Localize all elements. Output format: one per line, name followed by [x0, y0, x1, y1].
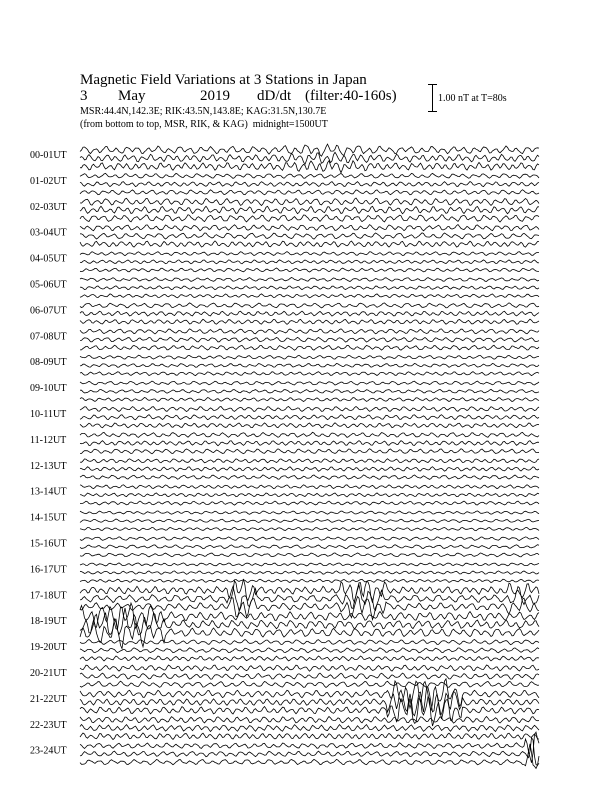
trace-rik	[80, 648, 539, 653]
scale-label: 1.00 nT at T=80s	[438, 93, 507, 104]
trace-msr	[80, 319, 539, 324]
hour-label: 19-20UT	[30, 642, 67, 654]
trace-msr	[80, 190, 539, 195]
hour-label: 11-12UT	[30, 434, 67, 446]
trace-kag	[80, 144, 539, 156]
trace-kag	[80, 665, 539, 671]
hour-label: 17-18UT	[30, 590, 67, 602]
date-day: 3	[80, 88, 88, 104]
trace-rik	[80, 233, 539, 239]
trace-msr	[80, 619, 539, 649]
trace-kag	[80, 225, 539, 231]
trace-kag	[80, 381, 539, 385]
trace-rik	[80, 585, 539, 611]
trace-rik	[80, 389, 539, 393]
hour-label: 12-13UT	[30, 460, 67, 472]
trace-rik	[80, 571, 539, 574]
trace-msr	[80, 345, 539, 350]
hour-label: 13-14UT	[30, 486, 67, 498]
hour-label: 00-01UT	[30, 150, 67, 161]
hour-label: 22-23UT	[30, 719, 67, 731]
hour-label: 02-03UT	[30, 201, 67, 213]
trace-rik	[80, 519, 539, 523]
trace-rik	[80, 545, 539, 549]
trace-rik	[80, 152, 539, 164]
trace-rik	[80, 337, 539, 342]
trace-msr	[80, 268, 539, 272]
hour-label: 08-09UT	[30, 357, 67, 369]
hour-label: 01-02UT	[30, 175, 67, 187]
trace-msr	[80, 398, 539, 402]
trace-kag	[80, 407, 539, 412]
trace-msr	[80, 449, 539, 454]
hour-label: 14-15UT	[30, 512, 67, 524]
trace-msr	[80, 697, 539, 726]
order-note-text: (from bottom to top, MSR, RIK, & KAG)	[80, 119, 248, 130]
trace-msr	[80, 656, 539, 661]
trace-msr	[80, 294, 539, 298]
hour-label: 20-21UT	[30, 668, 67, 679]
trace-kag	[80, 198, 539, 205]
trace-msr	[80, 597, 539, 620]
trace-kag	[80, 640, 539, 645]
trace-msr	[80, 423, 539, 428]
trace-kag	[80, 303, 539, 308]
hour-label: 16-17UT	[30, 564, 67, 576]
trace-kag	[80, 278, 539, 282]
stations-line: MSR:44.4N,142.3E; RIK:43.5N,143.8E; KAG:31.5N,130.7E	[80, 106, 327, 117]
trace-msr	[80, 744, 539, 769]
trace-kag	[80, 679, 539, 711]
trace-msr	[80, 372, 539, 376]
chart-title: Magnetic Field Variations at 3 Stations in Japan	[80, 72, 367, 88]
midnight-note: midnight=1500UT	[252, 119, 328, 130]
trace-msr	[80, 553, 539, 557]
hour-label-group	[30, 150, 67, 757]
trace-rik	[80, 493, 539, 497]
trace-msr	[80, 579, 539, 582]
trace-rik	[80, 467, 539, 472]
hour-label: 07-08UT	[30, 331, 67, 343]
hour-label: 10-11UT	[30, 409, 67, 420]
trace-msr	[80, 161, 539, 173]
hour-label: 23-24UT	[30, 745, 67, 757]
hour-label: 15-16UT	[30, 538, 67, 550]
trace-kag	[80, 485, 539, 489]
trace-msr	[80, 475, 539, 480]
trace-kag	[80, 355, 539, 359]
trace-rik	[80, 441, 539, 446]
quantity-label: dD/dt	[257, 88, 292, 104]
order-note	[80, 119, 328, 130]
trace-rik	[80, 206, 539, 214]
date-month: May	[118, 88, 146, 104]
trace-kag	[80, 563, 539, 566]
trace-kag	[80, 432, 539, 437]
hour-label: 05-06UT	[30, 279, 67, 291]
hour-label: 04-05UT	[30, 253, 67, 265]
trace-msr	[80, 501, 539, 505]
filter-label: (filter:40-160s)	[305, 88, 397, 104]
hour-label: 09-10UT	[30, 383, 67, 395]
trace-kag	[80, 717, 539, 724]
trace-kag	[80, 329, 539, 334]
trace-msr	[80, 681, 539, 687]
trace-msr	[80, 215, 539, 222]
trace-kag	[80, 459, 539, 463]
hour-label: 06-07UT	[30, 305, 67, 317]
trace-kag	[80, 173, 539, 178]
hour-label: 21-22UT	[30, 693, 67, 705]
trace-rik	[80, 311, 539, 316]
trace-group	[80, 144, 539, 768]
trace-msr	[80, 733, 539, 740]
trace-rik	[80, 260, 539, 264]
trace-rik	[80, 286, 539, 290]
trace-kag	[80, 511, 539, 514]
trace-kag	[80, 252, 539, 256]
trace-rik	[80, 725, 539, 732]
trace-msr	[80, 527, 539, 530]
trace-kag	[80, 537, 539, 541]
trace-rik	[80, 673, 539, 679]
trace-rik	[80, 415, 539, 420]
trace-msr	[80, 241, 539, 247]
hour-label: 18-19UT	[30, 616, 67, 628]
trace-rik	[80, 182, 539, 187]
hour-label: 03-04UT	[30, 227, 67, 239]
date-year: 2019	[200, 88, 230, 104]
scale-bar	[428, 84, 437, 112]
trace-rik	[80, 364, 539, 368]
